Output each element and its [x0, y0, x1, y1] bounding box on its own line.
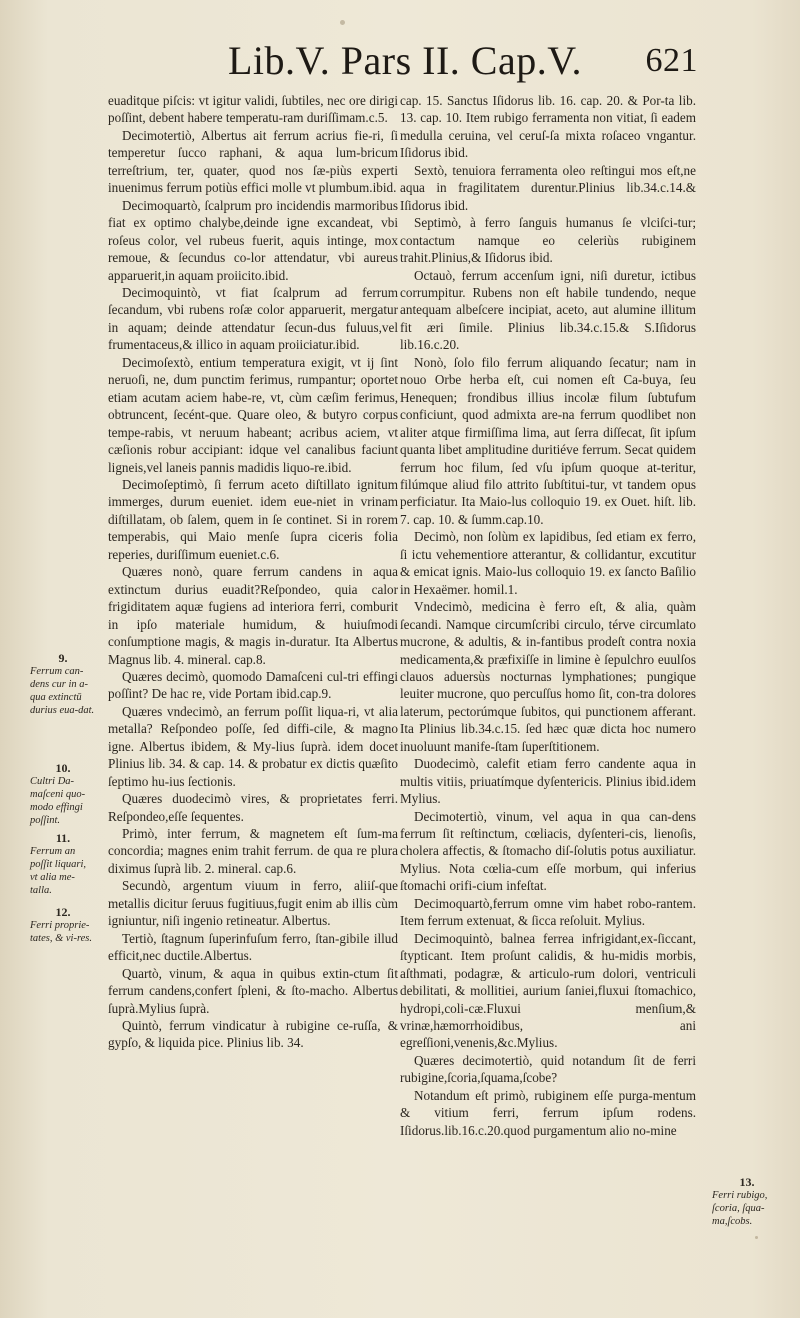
paragraph: Decimoſextò, entium temperatura exigit, vt ij ſint neruoſi, ne, dum punctim ferimus, rumpantur; oportet etiam acutam aciem habe-re, vt, cùm cæſim ferimus, obtruncent, ſecént-que. Quare oleo, & butyro corpus tempe-rabis, vt neruum habeant; acribus aciem, vt cæſionis robur accipiant: idque vel canalibus faciunt ligneis,vel laneis pannis madidis liquo-re.ibid. [108, 354, 398, 475]
margin-note [30, 832, 96, 897]
paragraph: Quæres nonò, quare ferrum candens in aqua extinctum durius euadit?Reſpondeo, quia calor frigiditatem aquæ fugiens ad interiora ferri, comburit in ipſo materiale humidum, & huiuſmodi conſumptione magis, & magis in-duratur. Ita Albertus Magnus lib. 4. mineral. cap.8. [108, 564, 398, 667]
left-column [108, 92, 398, 1052]
paragraph: Sextò, tenuiora ferramenta oleo reſtingui mos eſt,ne aqua in fragilitatem durentur.Plinius lib.34.c.14.& Iſidorus ibid. [400, 162, 696, 213]
margin-note-number: 11. [55, 831, 71, 845]
paragraph: Decimotertiò, Albertus ait ferrum acrius fie-ri, ſi temperetur ſucco raphani, & aqua lum-bricum terreſtrium, ter, quater, quod nos ſæ-piùs experti inuenimus ferrum potiùs effici molle vt plumbum.ibid. [108, 127, 398, 196]
margin-note-number: 12. [55, 905, 71, 919]
running-title: Lib.V. Pars II. Cap.V. [228, 38, 582, 83]
paragraph: Secundò, argentum viuum in ferro, aliiſ-que metallis dicitur ſeruus fugitiuus,fugit enim ab illis cùm igniuntur, niſi ingenio retineatur. Albertus. [108, 878, 398, 929]
margin-note-text: Ferri rubigo, ſcoria, ſqua-ma,ſcobs. [712, 1190, 768, 1227]
paragraph: Quintò, ferrum vindicatur à rubigine ce-ruſſa, & gypſo, & liquida pice. Plinius lib. 34. [108, 1018, 398, 1051]
margin-note-number: 9. [58, 651, 68, 665]
paragraph: Quartò, vinum, & aqua in quibus extin-ctum ſit ferrum candens,confert ſpleni, & ſto-macho. Albertus ſuprà.Mylius ſuprà. [108, 965, 398, 1016]
paragraph: Duodecimò, calefit etiam ferro candente aqua in multis vitiis, priuatímque dyſentericis. Plinius ibid.idem Mylius. [400, 756, 696, 807]
margin-note [712, 1176, 782, 1228]
paragraph: Primò, inter ferrum, & magnetem eſt ſum-ma concordia; magnes enim trahit ferrum. de qua re plura diximus ſuprà lib. 2. mineral. cap.6. [108, 826, 398, 876]
margin-note [30, 762, 96, 827]
paragraph: Decimoquartò,ferrum omne vim habet robo-rantem. Item ferrum extenuat, & ſicca reſoluit. Mylius. [400, 895, 696, 929]
paragraph: Octauò, ferrum accenſum igni, niſi duretur, ictibus corrumpitur. Rubens non eſt habile tundendo, neque antequam albeſcere incipiat, aceto, aut alumine illitum fit æri ſimile. Plinius lib.34.c.15.& S.Iſidorus lib.16.c.20. [400, 267, 696, 353]
page-header [228, 38, 698, 84]
paragraph: Quæres vndecimò, an ferrum poſſit liqua-ri, vt alia metalla? Reſpondeo poſſe, ſed diffi-cile, & magno igne. Albertus ibidem, & My-lius ſuprà. idem docet Plinius lib. 34. & cap. 14. & probatur ex dictis quæſito ſeptimo hu-ius ſectionis. [108, 703, 398, 789]
ink-spot [755, 1236, 758, 1239]
paragraph: Decimotertiò, vinum, vel aqua in qua can-dens ferrum ſit reſtinctum, cœliacis, dyſenteri-cis, lienoſis, cholera affectis, & ſtomacho diſ-ſolutis potus auxiliatur. Mylius. Nota cœlia-cum eſſe morbum, qui inferius ſtomachi orifi-cium infeſtat. [400, 808, 696, 894]
paragraph: Decimoſeptimò, ſi ferrum aceto diſtillato ignitum immerges, durum eueniet. idem eue-niet in vrinam diſtillatam, ob ſalem, quem in ſe continet. Si in rorem temperabis, qui Maio menſe ſupra ciceris folia reperies, duriſſimum eueniet.c.6. [108, 476, 398, 562]
margin-note-text: Ferrum can-dens cur in a-qua extinctū durius eua-dat. [30, 666, 95, 716]
margin-note-text: Ferrum an poſſit liquari, vt alia me-talla. [30, 846, 87, 896]
right-column [400, 92, 696, 1139]
page-number: 621 [645, 42, 698, 79]
paragraph: Decimoquintò, vt fiat ſcalprum ad ferrum ſecandum, vbi rubens roſæ color apparuerit, mergatur in aquam; deinde attendatur ſecun-dus fuluus,vel frumentaceus,& illico in aquam proiiciatur.ibid. [108, 284, 398, 353]
paragraph: Vndecimò, medicina è ferro eſt, & alia, quàm ſecandi. Namque circumſcribi circulo, térve circumlato mucrone, & adultis, & in-fantibus prodeſt contra noxia medicamenta,& præfixiſſe in limine è ſepulchro euulſos clauos aduersùs nocturnas lymphationes; pungique leuiter mucrone, quo percuſſus homo ſit, con-tra dolores laterum, pectorúmque ſubitos, qui punctionem afferant. Ita Plinius lib.34.c.15. ſed hæc quæ dicta hoc numero inuoluunt manife-ſtam ſuperſtitionem. [400, 599, 696, 754]
margin-note-text: Ferri proprie-tates, & vi-res. [30, 920, 93, 944]
ink-spot [340, 20, 345, 25]
paragraph: Quæres duodecimò vires, & proprietates ferri. Reſpondeo,eſſe ſequentes. [108, 791, 398, 824]
margin-note-number: 13. [739, 1175, 755, 1189]
margin-note [30, 906, 96, 945]
paragraph: Nonò, ſolo filo ferrum aliquando ſecatur; nam in nouo Orbe herba eſt, cui nomen eſt Ca-buya, ſeu Henequen; frondibus illius incolæ filum ſubtufum conficiunt, quod admixta are-na ferrum quodlibet non aliter atque firmiſſima lima, aut ſerra diſſecat, ſit ipſum quanta libet amplitudine duritiéve ferrum. Secat quidem ferrum hoc filum, ſed vſu ipſum quoque at-teritur, filúmque aliud filo attrito ſubſtitui-tur, vt tandem opus perficiatur. Ita Maio-lus colloquio 19. ex Ouet. hiſt. lib. 7. cap. 10. & ſumm.cap.10. [400, 354, 696, 527]
paragraph: Quæres decimò, quomodo Damaſceni cul-tri effingi poſſint? De hac re, vide Portam ibid.cap.9. [108, 668, 398, 702]
paragraph: Decimoquartò, ſcalprum pro incidendis marmoribus fiat ex optimo chalybe,deinde igne excandeat, vbi roſeus color, vel rubeus fuerit, aquis intinge, mox remoue, & ſecundus co-lor attendatur, vbi aureus apparuerit,in aquam proiicito.ibid. [108, 197, 398, 283]
paragraph: Notandum eſt primò, rubiginem eſſe purga-mentum & vitium ferri, ferrum ipſum rodens. Iſidorus.lib.16.c.20.quod purgamentum alio no-mine [400, 1087, 696, 1138]
margin-note-text: Cultri Da-maſceni quo-modo effingi poſſint. [30, 776, 86, 826]
paragraph: Septimò, à ferro ſanguis humanus ſe vlciſci-tur; contactum namque eo celeriùs rubiginem trahit.Plinius,& Iſidorus ibid. [400, 215, 696, 266]
paragraph: Decimoquintò, balnea ferrea infrigidant,ex-ſiccant, ſtypticant. Item proſunt calidis, & hu-midis morbis, aſthmati, podagræ, & articulo-rum dolori, ventriculi debilitati, & mollitiei, aurium ſaniei,fluxui ſtomachico, hydropi,coli-cæ.Fluxui menſium,& vrinæ,hæmorrhoidibus, ani egreſſioni,venenis,&c.Mylius. [400, 930, 696, 1051]
paragraph: Tertiò, ſtagnum ſuperinfuſum ferro, ſtan-gibile illud efficit,nec ductile.Albertus. [108, 930, 398, 964]
paragraph: Decimò, non ſolùm ex lapidibus, ſed etiam ex ferro, ſi ictu vehementiore atterantur, & collidantur, excutitur & emicat ignis. Maio-lus colloquio 19. ex ſancto Baſilio in Hexaëmer. homil.1. [400, 529, 696, 597]
paragraph: Quæres decimotertiò, quid notandum ſit de ferri rubigine,ſcoria,ſquama,ſcobe? [400, 1052, 696, 1086]
margin-note-number: 10. [55, 761, 71, 775]
paragraph: cap. 15. Sanctus Iſidorus lib. 16. cap. 20. & Por-ta lib. 13. cap. 10. Item rubigo ferramenta non vitiat, ſi eadem medulla ceruina, vel ceruſ-ſa mixta roſaceo vngantur. Iſidorus ibid. [400, 93, 696, 161]
margin-note [30, 652, 96, 717]
paragraph: euaditque piſcis: vt igitur validi, ſubtiles, nec ore dirigi poſſint, debent habere temperatu-ram duriſſimam.c.5. [108, 93, 398, 126]
